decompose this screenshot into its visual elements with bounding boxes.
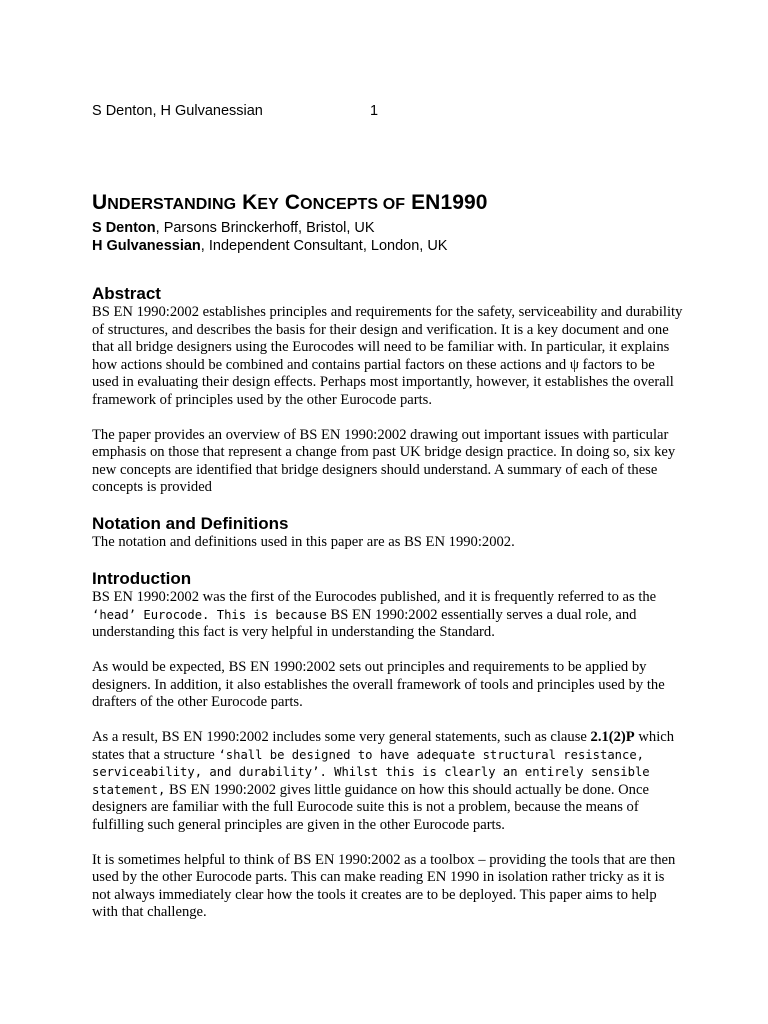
- introduction-paragraph: As would be expected, BS EN 1990:2002 sets out principles and requirements to be applied by designers. In addition, it also establishes the overall framework of tools and principles used by the drafters of the other Eurocode parts.: [92, 659, 665, 710]
- introduction-paragraph: As a result, BS EN 1990:2002 includes some very general statements, such as clause 2.1(2)P which states that a structure ‘shall be designed to have adequate structural resistance, serviceability, and durability’. Whilst this is clearly an entirely sensible statement, BS EN 1990:2002 gives little guidance on how this should actually be done. Once designers are familiar with the full Eurocode suite this is not a problem, because the means of fulfilling such general principles are given in the other Eurocode parts.: [92, 729, 675, 833]
- author-name: H Gulvanessian: [92, 238, 201, 254]
- author-list: [92, 219, 684, 255]
- introduction-section: [92, 569, 684, 922]
- paper-title: UNDERSTANDING KEY CONCEPTS OF EN1990: [92, 191, 488, 214]
- author-affiliation: , Parsons Brinckerhoff, Bristol, UK: [155, 220, 375, 236]
- introduction-paragraph: It is sometimes helpful to think of BS EN 1990:2002 as a toolbox – providing the tools that are then used by the other Eurocode parts. This can make reading EN 1990 in isolation rather tricky as it is not always immediately clear how the tools it creates are to be deployed. This paper aims to help with that challenge.: [92, 851, 676, 920]
- notation-heading: Notation and Definitions: [92, 513, 289, 533]
- abstract-section: [92, 284, 684, 497]
- abstract-paragraph: BS EN 1990:2002 establishes principles and requirements for the safety, serviceability and durability of structures, and describes the basis for their design and verification. It is a key document and one that all bridge designers using the Eurocodes will need to be familiar with. In particular, it explains how actions should be combined and contains partial factors on these actions and ψ factors to be used in evaluating their design effects. Perhaps most importantly, however, it establishes the overall framework of principles used by the other Eurocode parts.: [92, 304, 683, 408]
- author-affiliation: , Independent Consultant, London, UK: [200, 238, 448, 254]
- running-header: [92, 103, 379, 119]
- clause-reference: 2.1(2)P: [590, 729, 635, 745]
- author-line: [92, 237, 684, 255]
- notation-paragraph: The notation and definitions used in this paper are as BS EN 1990:2002.: [92, 533, 515, 550]
- quoted-text: ‘shall be designed to have adequate structural resistance, serviceability, and durability’. Whilst this is clearly an entirely sensible statement,: [92, 747, 650, 797]
- quoted-text: ‘head’ Eurocode. This is because: [92, 607, 327, 622]
- introduction-paragraph: BS EN 1990:2002 was the first of the Eurocodes published, and it is frequently referred to as the ‘head’ Eurocode. This is because BS EN 1990:2002 essentially serves a dual role, and understanding this fact is very helpful in understanding the Standard.: [92, 589, 657, 640]
- abstract-heading: Abstract: [92, 284, 161, 303]
- paper-body: [92, 190, 684, 922]
- notation-section: [92, 514, 684, 552]
- author-line: [92, 219, 684, 237]
- page-number: 1: [370, 103, 379, 119]
- introduction-heading: Introduction: [92, 569, 192, 588]
- author-name: S Denton: [92, 220, 156, 236]
- header-authors: S Denton, H Gulvanessian: [92, 103, 263, 119]
- abstract-paragraph: The paper provides an overview of BS EN 1990:2002 drawing out important issues with particular emphasis on those that represent a change from past UK bridge design practice. In doing so, six key new concepts are identified that bridge designers should understand. A summary of each of these concepts is provided: [92, 426, 676, 495]
